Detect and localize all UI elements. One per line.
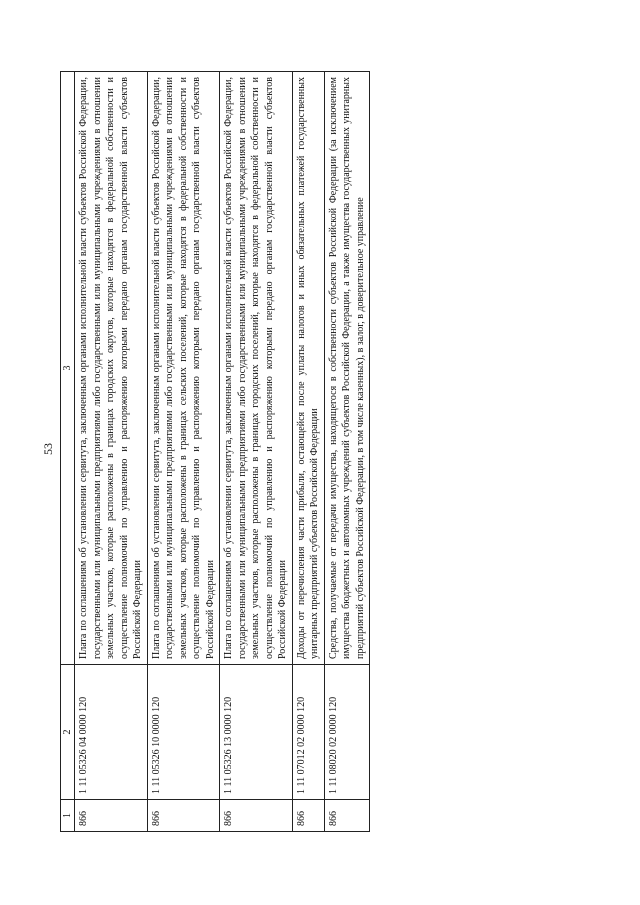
budget-code-cell: 1 11 05326 10 0000 120 xyxy=(147,665,220,800)
table-row xyxy=(220,72,293,832)
table-row xyxy=(324,72,370,832)
description-cell: Плата по соглашениям об установлении сервитута, заключенным органами исполнительной власти субъектов Российской Федерации, государственными или муниципальными предприятиями либо государственными или муниципальными учреждениями в отношении земельных участков, которые расположены в границах городских поселений, которые находятся в федеральной собственности и осуществление полномочий по управлению и распоряжению которыми передано органам государственной власти субъектов Российской Федерации xyxy=(220,72,293,665)
description-cell: Плата по соглашениям об установлении сервитута, заключенным органами исполнительной власти субъектов Российской Федерации, государственными или муниципальными предприятиями либо государственными или муниципальными учреждениями в отношении земельных участков, которые расположены в границах городских округов, которые находятся в федеральной собственности и осуществление полномочий по управлению и распоряжению которыми передано органам государственной власти субъектов Российской Федерации xyxy=(75,72,148,665)
budget-code-cell: 1 11 08020 02 0000 120 xyxy=(324,665,370,800)
description-cell: Средства, получаемые от передачи имущества, находящегося в собственности субъектов Российской Федерации (за исключением имущества бюджетных и автономных учреждений субъектов Российской Федерации, а также имущества государственных унитарных предприятий субъектов Российской Федерации, в том числе казенных), в залог, в доверительное управление xyxy=(324,72,370,665)
description-cell: Плата по соглашениям об установлении сервитута, заключенным органами исполнительной власти субъектов Российской Федерации, государственными или муниципальными предприятиями либо государственными или муниципальными учреждениями в отношении земельных участков, которые расположены в границах сельских поселений, которые находятся в федеральной собственности и осуществление полномочий по управлению и распоряжению которыми передано органам государственной власти субъектов Российской Федерации xyxy=(147,72,220,665)
budget-code-cell: 1 11 05326 13 0000 120 xyxy=(220,665,293,800)
admin-code-cell: 866 xyxy=(147,800,220,832)
rotated-table-container xyxy=(60,72,520,832)
column-header: 3 xyxy=(61,72,75,665)
page-number: 53 xyxy=(41,443,55,455)
column-header: 2 xyxy=(61,665,75,800)
table-row xyxy=(75,72,148,832)
description-cell: Доходы от перечисления части прибыли, остающейся после уплаты налогов и иных обязательных платежей государственных унитарных предприятий субъектов Российской Федерации xyxy=(292,72,324,665)
admin-code-cell: 866 xyxy=(75,800,148,832)
table-header-row xyxy=(61,72,75,832)
budget-codes-table xyxy=(60,71,370,832)
table-row xyxy=(292,72,324,832)
admin-code-cell: 866 xyxy=(292,800,324,832)
admin-code-cell: 866 xyxy=(220,800,293,832)
admin-code-cell: 866 xyxy=(324,800,370,832)
column-header: 1 xyxy=(61,800,75,832)
table-row xyxy=(147,72,220,832)
budget-code-cell: 1 11 05326 04 0000 120 xyxy=(75,665,148,800)
budget-code-cell: 1 11 07012 02 0000 120 xyxy=(292,665,324,800)
